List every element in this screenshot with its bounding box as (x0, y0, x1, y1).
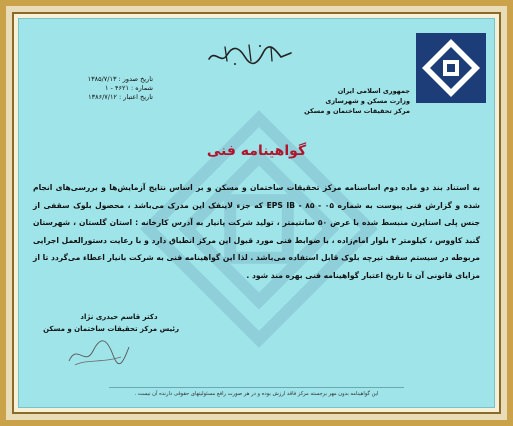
issue-date: تاریخ صدور : ۱۳۸۵/۷/۱۳ (87, 75, 153, 83)
org-center: مرکز تحقیقات ساختمان و مسکن (304, 107, 410, 115)
certificate-body: به استناد بند دو ماده دوم اساسنامه مرکز تحقیقات ساختمان و مسکن و بر اساس نتایج آزمایش‌ها و بررسی‌های انجام شده و گزارش فنی پیوست به شماره ۰۵ - ۸۵ - EPS IB که جزء لاینفک این مدرک می‌باشد ، محصول بلوک سقفی از جنس پلی استایرن منبسط شده با عرض ۵۰ سانتیمتر ، تولید شرکت پانیار به آدرس کارخانه : استان گلستان ، شهرستان گنبد کاووس ، کیلومتر ۲ بلوار امام‌زاده ، با ضوابط فنی مورد قبول این مرکز انطباق دارد و با رعایت دستورالعمل اجرایی مربوطه در سیستم سقف تیرچه بلوک قابل استفاده می‌باشد . لذا این گواهینامه فنی به شرکت بانیار اعطاء می‌گردد تا از مزایای قانونی آن تا تاریخ اعتبار گواهینامه فنی بهره مند شود . (33, 183, 480, 280)
org-ministry: وزارت مسکن و شهرسازی (325, 97, 410, 105)
certificate-title: گواهینامه فنی (206, 143, 307, 159)
footer-note: این گواهینامه بدون مهر برجسته مرکز فاقد ارزش بوده و در هر صورت رافع مسئولیتهای حقوقی دارنده آن نیست . (134, 391, 379, 397)
certificate-number: شماره : ۴۶۲۱ - ۱ (104, 84, 153, 92)
org-country: جمهوری اسلامی ایران (337, 87, 410, 95)
emblem-logo (416, 33, 486, 103)
signatory-name: دکتر قاسم حیدری نژاد (80, 313, 158, 321)
handwritten-signature (63, 333, 133, 373)
signatory-title: رئیس مرکز تحقیقات ساختمان و مسکن (43, 325, 179, 333)
bismillah-calligraphy (205, 41, 295, 69)
validity-date: تاریخ اعتبار : ۱۳۸۶/۷/۱۲ (88, 93, 153, 101)
footer-divider (109, 387, 404, 388)
certificate (18, 18, 495, 408)
